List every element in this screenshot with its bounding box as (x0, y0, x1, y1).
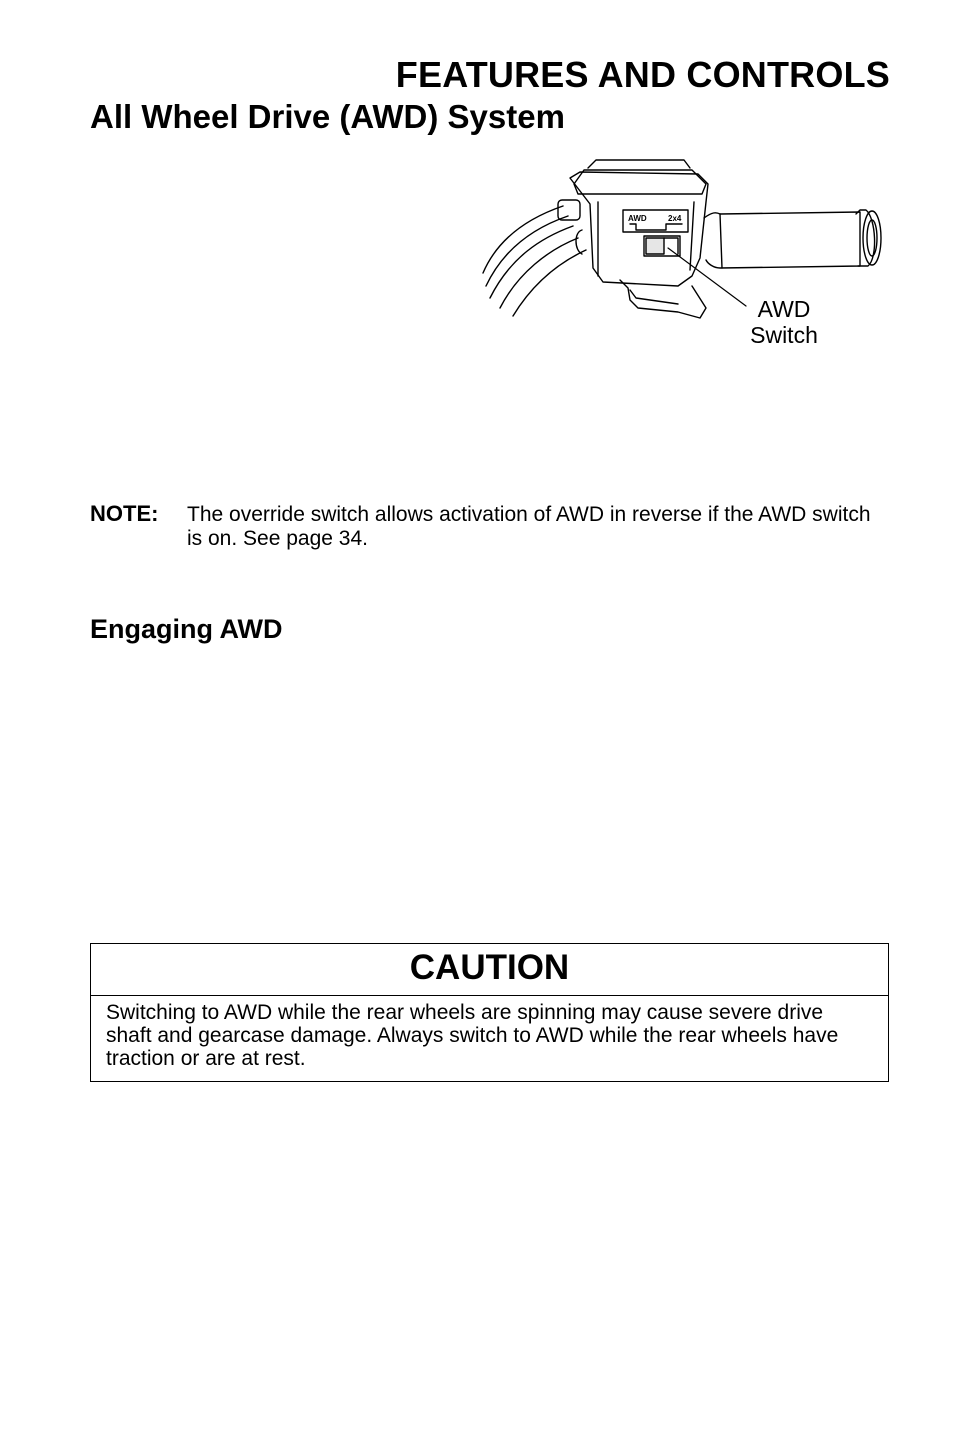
switch-text-2x4: 2x4 (668, 214, 682, 223)
note-label: NOTE: (90, 501, 159, 526)
page-header-title: FEATURES AND CONTROLS (395, 54, 890, 95)
caution-text: Switching to AWD while the rear wheels are spinning may cause severe drive shaft and gearcase damage. Always switch to AWD while the rear wheels have traction or are at rest. (106, 1001, 839, 1070)
caution-box (90, 943, 889, 1082)
awd-switch-illustration (478, 158, 898, 358)
section-title: All Wheel Drive (AWD) System (90, 98, 565, 135)
handlebar-drawing (478, 158, 898, 358)
awd-switch-label (744, 296, 824, 348)
caution-heading: CAUTION (91, 944, 888, 996)
subsection-title-engaging-awd: Engaging AWD (90, 614, 283, 644)
switch-text-awd: AWD (628, 214, 647, 223)
note-text: The override switch allows activation of AWD in reverse if the AWD switch is on. See page 34. (187, 503, 871, 550)
awd-switch-label-line1: AWD (757, 296, 811, 322)
awd-switch-label-line2: Switch (750, 322, 818, 348)
